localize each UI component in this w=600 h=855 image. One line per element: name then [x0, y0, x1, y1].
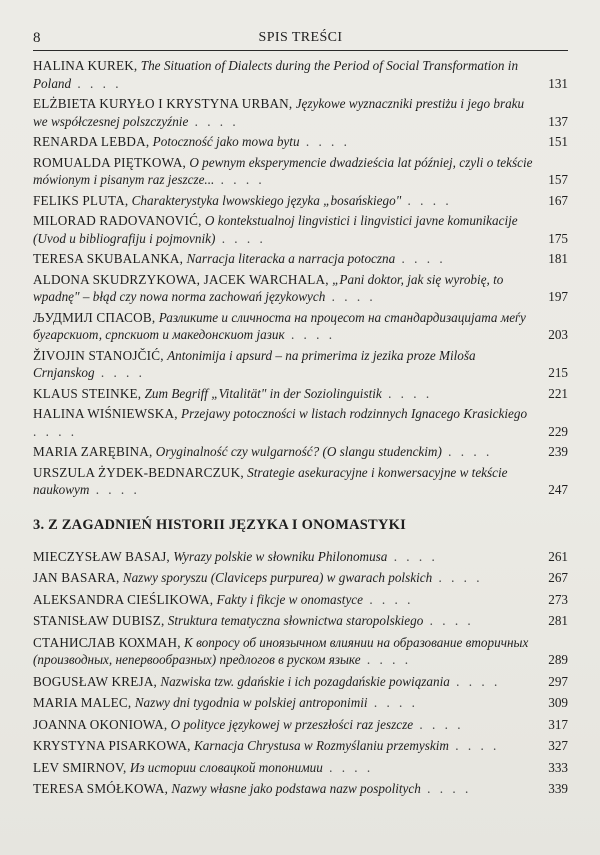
entry-page-number: 157: [548, 172, 568, 187]
toc-list: [33, 57, 568, 499]
toc-entry: [33, 780, 568, 798]
toc-entry: [33, 405, 568, 440]
entry-author: MARIA MALEC,: [33, 695, 132, 710]
toc-entry: [33, 192, 568, 210]
entry-text: [33, 443, 538, 461]
entry-author: TERESA SKUBALANKA,: [33, 251, 184, 266]
entry-author: STANISŁAW DUBISZ,: [33, 613, 165, 628]
entry-author: TERESA SMÓŁKOWA,: [33, 781, 169, 796]
entry-page-number: 273: [548, 591, 568, 607]
dot-leader: . . . .: [215, 230, 266, 246]
entry-text: [33, 569, 538, 587]
dot-leader: . . . .: [448, 738, 500, 753]
entry-page-number: 175: [548, 230, 568, 246]
entry-text: [33, 309, 538, 344]
entry-title: Potoczność jako mowa bytu: [152, 134, 300, 149]
entry-title: Językowe wyznaczniki prestiżu i jego braku we współczesnej polszczyźnie: [33, 96, 525, 129]
dot-leader: . . . .: [284, 327, 336, 342]
entry-title: Narracja literacka a narracja potoczna: [186, 251, 396, 266]
entry-title: Strategie asekuracyjne i konwersacyjne w tekście naukowym: [33, 464, 508, 497]
dot-leader: . . . .: [188, 113, 239, 129]
entry-author: LEV SMIRNOV,: [33, 759, 127, 775]
entry-page-number: 261: [548, 548, 568, 564]
entry-text: [33, 250, 538, 268]
toc-entry: [33, 716, 568, 734]
entry-text: [33, 212, 538, 247]
entry-page-number: 239: [548, 444, 568, 459]
entry-title: Struktura tematyczna słownictwa staropolskiego: [167, 613, 424, 628]
entry-author: JOANNA OKONIOWA,: [33, 716, 168, 732]
toc-entry: [33, 612, 568, 630]
entry-text: [33, 673, 538, 691]
dot-leader: . . . .: [94, 365, 145, 380]
entry-author: MILORAD RADOVANOVIĆ,: [33, 213, 202, 228]
entry-title: O polityce językowej w przeszłości raz jeszcze: [170, 716, 414, 732]
entry-title: Разликите и сличностa на процесот на стандардизацијата меѓу бугарскиот, српскиот и македонскиот јазик: [33, 309, 526, 342]
entry-text: [33, 192, 538, 210]
entry-page-number: 181: [548, 251, 568, 266]
entry-text: [33, 591, 538, 609]
entry-text: [33, 464, 538, 499]
entry-author: FELIKS PLUTA,: [33, 192, 129, 208]
entry-text: [33, 95, 538, 130]
entry-text: [33, 634, 538, 669]
entry-title: Nazwy dni tygodnia w polskiej antroponimii: [134, 695, 368, 710]
entry-text: [33, 405, 538, 440]
dot-leader: . . . .: [420, 781, 472, 796]
page-header: [33, 28, 568, 51]
entry-title: Из истории словацкой топонимии: [129, 759, 323, 775]
entry-text: [33, 694, 538, 712]
toc-entry: [33, 347, 568, 382]
toc-entry: [33, 385, 568, 403]
entry-title: Przejawy potoczności w listach rodzinnych Ignacego Krasickiego: [181, 406, 528, 421]
dot-leader: . . . .: [325, 289, 376, 304]
entry-page-number: 297: [548, 673, 568, 689]
toc-entry: [33, 591, 568, 609]
entry-author: JAN BASARA,: [33, 570, 120, 585]
entry-author: ELŻBIETA KURYŁO I KRYSTYNA URBAN,: [33, 96, 293, 111]
entry-text: [33, 716, 538, 734]
entry-author: KRYSTYNA PISARKOWA,: [33, 738, 191, 753]
entry-title: Fakty i fikcje w onomastyce: [216, 591, 364, 607]
dot-leader: . . . .: [381, 385, 433, 401]
toc-entry: [33, 673, 568, 691]
entry-text: [33, 759, 538, 777]
toc-entry: [33, 309, 568, 344]
dot-leader: . . . .: [387, 548, 438, 564]
entry-title: Zum Begriff „Vitalität" in der Soziolinguistik: [144, 385, 382, 401]
entry-page-number: 151: [548, 134, 568, 149]
entry-title: К вопросу об иноязычном влиянии на образование вторичных (производных, непервообразных) предлогов в руском языке: [33, 634, 529, 667]
toc-entry: [33, 464, 568, 499]
dot-leader: . . . .: [322, 759, 374, 775]
entry-title: The Situation of Dialects during the Period of Social Transformation in Poland: [33, 58, 519, 91]
entry-title: Charakterystyka lwowskiego języka „bosańskiego": [131, 192, 402, 208]
entry-author: ALEKSANDRA CIEŚLIKOWA,: [33, 591, 214, 607]
entry-title: Oryginalność czy wulgarność? (O slangu studenckim): [155, 444, 442, 459]
entry-text: [33, 612, 538, 630]
entry-title: Antonimija i apsurd – na primerima iz jezika proze Miloša Crnjanskog: [33, 347, 476, 380]
dot-leader: . . . .: [423, 613, 474, 628]
entry-text: [33, 133, 538, 151]
toc-entry: [33, 443, 568, 461]
running-head: SPIS TREŚCI: [258, 30, 343, 45]
entry-author: ЉУДМИЛ СПАСОВ,: [33, 309, 156, 325]
dot-leader: . . . .: [71, 75, 122, 91]
entry-page-number: 317: [548, 716, 568, 732]
toc-entry: [33, 737, 568, 755]
entry-title: Wyrazy polskie w słowniku Philonomusa: [173, 548, 388, 564]
entry-title: Nazwy własne jako podstawa nazw pospolitych: [171, 781, 421, 796]
dot-leader: . . . .: [441, 444, 493, 459]
page-number: 8: [33, 30, 41, 46]
entry-text: [33, 780, 538, 798]
entry-text: [33, 154, 538, 189]
dot-leader: . . . .: [33, 423, 78, 439]
dot-leader: . . . .: [413, 716, 464, 732]
entry-title: O pewnym eksperymencie dwadzieścia lat później, czyli o tekście mówionym i pisanym raz jeszcze...: [33, 154, 533, 187]
toc-entry: [33, 95, 568, 130]
entry-text: [33, 737, 538, 755]
entry-text: [33, 57, 538, 92]
entry-text: [33, 548, 538, 566]
entry-page-number: 215: [548, 365, 568, 380]
entry-author: ROMUALDA PIĘTKOWA,: [33, 154, 187, 170]
dot-leader: . . . .: [299, 134, 350, 149]
entry-page-number: 333: [548, 759, 568, 775]
entry-author: RENARDA LEBDA,: [33, 134, 150, 149]
dot-leader: . . . .: [89, 482, 140, 497]
entry-page-number: 229: [548, 423, 568, 439]
section-heading: 3. Z ZAGADNIEŃ HISTORII JĘZYKA I ONOMASTYKI: [33, 516, 406, 533]
toc-entry: [33, 694, 568, 712]
toc-entry: [33, 271, 568, 306]
toc-entry: [33, 250, 568, 268]
dot-leader: . . . .: [360, 652, 411, 667]
entry-page-number: 281: [548, 613, 568, 628]
entry-page-number: 131: [548, 75, 568, 91]
toc-entry: [33, 133, 568, 151]
dot-leader: . . . .: [432, 570, 483, 585]
dot-leader: . . . .: [367, 695, 418, 710]
entry-author: HALINA KUREK,: [33, 58, 138, 73]
entry-text: [33, 347, 538, 382]
dot-leader: . . . .: [401, 192, 452, 208]
entry-page-number: 247: [548, 482, 568, 497]
entry-author: KLAUS STEINKE,: [33, 385, 142, 401]
toc-entry: [33, 154, 568, 189]
entry-page-number: 203: [548, 327, 568, 342]
toc-entry: [33, 212, 568, 247]
entry-title: O kontekstualnoj lingvistici i lingvistici javne komunikacije (Uvod u bibliografiju i pojmovnik): [33, 213, 518, 246]
entry-page-number: 137: [548, 113, 568, 129]
entry-page-number: 339: [548, 781, 568, 796]
toc-entry: [33, 57, 568, 92]
entry-author: BOGUSŁAW KREJA,: [33, 673, 158, 689]
entry-text: [33, 385, 538, 403]
entry-page-number: 197: [548, 289, 568, 304]
entry-author: ŽIVOJIN STANOJČIĆ,: [33, 347, 164, 363]
entry-author: MIECZYSŁAW BASAJ,: [33, 548, 170, 564]
toc-entry: [33, 759, 568, 777]
entry-author: URSZULA ŻYDEK-BEDNARCZUK,: [33, 464, 244, 480]
entry-text: [33, 271, 538, 306]
dot-leader: . . . .: [214, 172, 265, 187]
dot-leader: . . . .: [449, 673, 501, 689]
entry-title: Nazwiska tzw. gdańskie i ich pozagdańskie powiązania: [160, 673, 450, 689]
toc-entry: [33, 569, 568, 587]
dot-leader: . . . .: [395, 251, 446, 266]
entry-page-number: 309: [548, 695, 568, 710]
entry-page-number: 267: [548, 570, 568, 585]
entry-title: Karnacja Chrystusa w Rozmyślaniu przemyskim: [193, 738, 449, 753]
entry-title: Nazwy sporyszu (Claviceps purpurea) w gwarach polskich: [122, 570, 433, 585]
entry-author: MARIA ZARĘBINA,: [33, 444, 153, 459]
entry-author: HALINA WIŚNIEWSKA,: [33, 406, 178, 421]
entry-author: СТАНИСЛАВ КОХМАН,: [33, 634, 181, 650]
entry-title: „Pani doktor, jak się wyrobię, to wpadnę" – błąd czy nowa norma zachowań językowych: [33, 271, 504, 304]
toc-list-section-3: [33, 548, 568, 798]
entry-author: ALDONA SKUDRZYKOWA, JACEK WARCHALA,: [33, 271, 329, 287]
entry-page-number: 289: [548, 652, 568, 667]
entry-page-number: 167: [548, 192, 568, 208]
toc-entry: [33, 634, 568, 669]
entry-page-number: 221: [548, 385, 568, 401]
entry-page-number: 327: [548, 738, 568, 753]
toc-entry: [33, 548, 568, 566]
dot-leader: . . . .: [363, 591, 414, 607]
